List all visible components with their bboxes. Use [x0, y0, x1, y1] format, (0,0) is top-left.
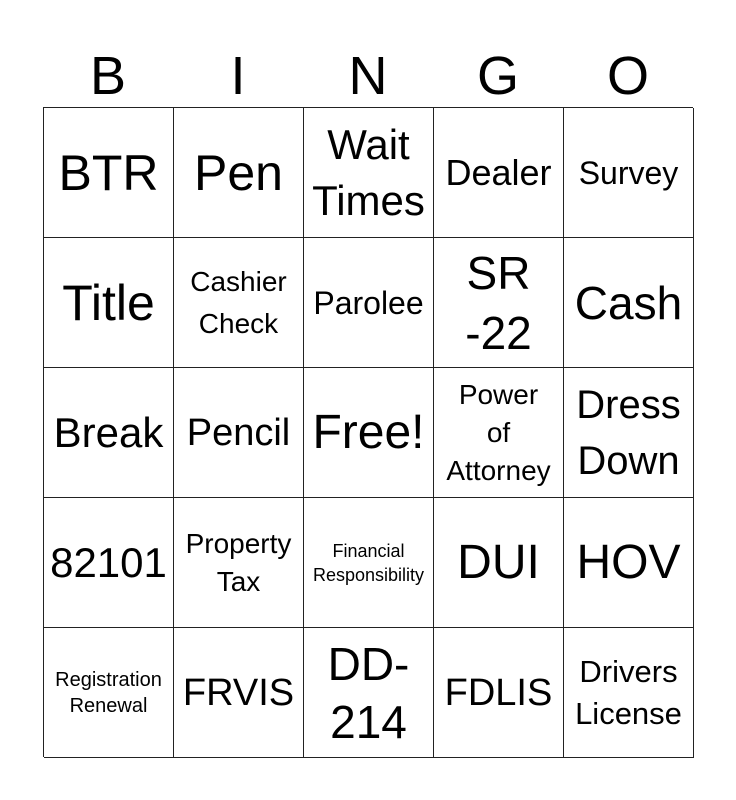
bingo-cell[interactable]: [564, 368, 694, 498]
bingo-cell[interactable]: [304, 368, 434, 498]
header-letter-b: B: [89, 46, 127, 106]
cell-text: Parolee: [313, 284, 424, 321]
cell-text: FDLIS: [444, 671, 553, 714]
header-letter-o: O: [606, 46, 649, 106]
bingo-cell[interactable]: [304, 628, 434, 758]
cell-text: Break: [53, 408, 164, 456]
bingo-card-grid: [43, 107, 693, 757]
cell-text: Pen: [194, 144, 283, 201]
bingo-cell[interactable]: [174, 498, 304, 628]
bingo-cell[interactable]: [434, 238, 564, 368]
cell-text: SR -22: [465, 246, 532, 359]
cell-text: Wait Times: [312, 120, 425, 224]
bingo-cell[interactable]: [564, 498, 694, 628]
cell-text: Power of Attorney: [446, 378, 551, 486]
bingo-cell[interactable]: [44, 108, 174, 238]
cell-text: Title: [62, 274, 155, 331]
bingo-cell[interactable]: [44, 368, 174, 498]
bingo-cell[interactable]: [44, 238, 174, 368]
header-letter-n: N: [348, 46, 388, 106]
cell-text: Cashier Check: [190, 265, 287, 339]
cell-text: Survey: [578, 154, 679, 191]
cell-text: Property Tax: [185, 527, 292, 597]
cell-text: Dealer: [445, 151, 552, 193]
cell-text: FRVIS: [182, 671, 295, 714]
bingo-cell[interactable]: [434, 368, 564, 498]
bingo-cell[interactable]: [564, 628, 694, 758]
bingo-cell[interactable]: [174, 238, 304, 368]
bingo-cell[interactable]: [434, 498, 564, 628]
bingo-cell[interactable]: [44, 498, 174, 628]
bingo-header: [43, 44, 693, 108]
cell-text: BTR: [58, 144, 159, 201]
cell-text: Dress Down: [576, 382, 681, 483]
bingo-cell[interactable]: [44, 628, 174, 758]
header-letter-i: I: [230, 46, 246, 106]
cell-text: Cash: [574, 276, 683, 329]
cell-text: HOV: [576, 535, 681, 589]
bingo-cell[interactable]: [174, 368, 304, 498]
bingo-cell[interactable]: [564, 108, 694, 238]
cell-text: DD- 214: [327, 637, 410, 748]
cell-text: Pencil: [186, 411, 291, 454]
bingo-cell[interactable]: [564, 238, 694, 368]
bingo-cell[interactable]: [304, 108, 434, 238]
bingo-cell[interactable]: [304, 238, 434, 368]
header-letter-g: G: [476, 46, 519, 106]
cell-text: 82101: [50, 538, 167, 586]
cell-text: Financial Responsibility: [312, 540, 425, 585]
cell-text: Registration Renewal: [55, 668, 162, 717]
bingo-cell[interactable]: [304, 498, 434, 628]
bingo-cell[interactable]: [434, 108, 564, 238]
cell-text: Free!: [312, 405, 425, 459]
bingo-cell[interactable]: [174, 628, 304, 758]
bingo-cell[interactable]: [174, 108, 304, 238]
cell-text: Drivers License: [575, 653, 682, 731]
cell-text: DUI: [457, 535, 540, 589]
bingo-cell[interactable]: [434, 628, 564, 758]
